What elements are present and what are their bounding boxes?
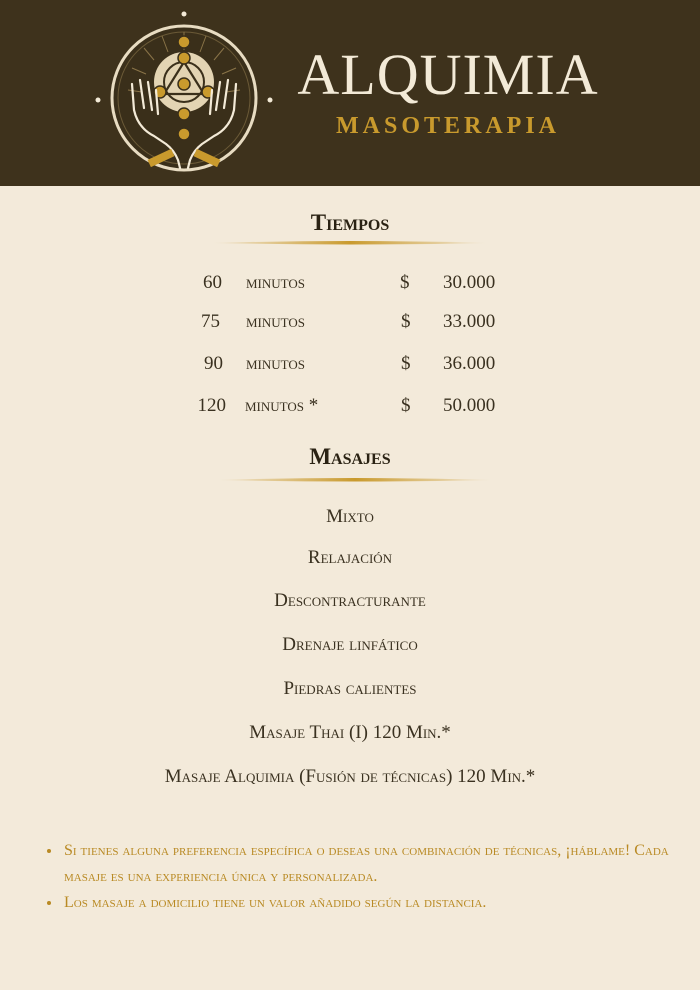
massage-item: Relajación: [307, 547, 393, 568]
price-unit: minutos *: [245, 395, 319, 416]
price-currency: $: [401, 353, 411, 374]
tiempos-title: Tiempos: [310, 210, 390, 235]
price-minutes: 75: [201, 311, 220, 332]
price-unit: minutos: [246, 272, 305, 293]
price-minutes: 120: [197, 395, 226, 416]
massage-item: Masaje Alquimia (Fusión de técnicas) 120 Min.*: [164, 766, 536, 787]
brand-title: ALQUIMIA: [297, 42, 599, 107]
massage-item: Drenaje linfático: [282, 634, 418, 655]
price-currency: $: [401, 395, 411, 416]
price-row: [0, 395, 700, 425]
massage-item: Mixto: [326, 506, 374, 527]
alchemy-hands-emblem-icon: [94, 10, 274, 180]
notes-list: [40, 838, 692, 916]
price-minutes: 90: [204, 353, 223, 374]
masajes-title: Masajes: [309, 444, 391, 469]
price-amount: 50.000: [443, 395, 496, 416]
massage-item: Piedras calientes: [283, 678, 417, 699]
note-item: • Los masaje a domicilio tiene un valor añadido según la distancia.: [62, 890, 692, 916]
price-amount: 30.000: [443, 272, 496, 293]
header-banner: [0, 0, 700, 186]
price-amount: 33.000: [443, 311, 496, 332]
price-unit: minutos: [246, 311, 305, 332]
note-item: • Si tienes alguna preferencia específica o deseas una combinación de técnicas, ¡háblame! Cada masaje es una experiencia única y personalizada.: [62, 838, 692, 890]
price-currency: $: [400, 272, 410, 293]
massage-item: Masaje Thai (I) 120 Min.*: [249, 722, 451, 743]
price-row: [0, 311, 700, 341]
price-unit: minutos: [246, 353, 305, 374]
price-amount: 36.000: [443, 353, 496, 374]
masajes-divider: [215, 475, 495, 485]
price-row: [0, 353, 700, 383]
tiempos-divider: [210, 238, 490, 248]
massage-item: Descontracturante: [274, 590, 426, 611]
price-row: [0, 272, 700, 302]
price-currency: $: [401, 311, 411, 332]
brand-subtitle: MASOTERAPIA: [335, 113, 560, 139]
price-minutes: 60: [203, 272, 222, 293]
